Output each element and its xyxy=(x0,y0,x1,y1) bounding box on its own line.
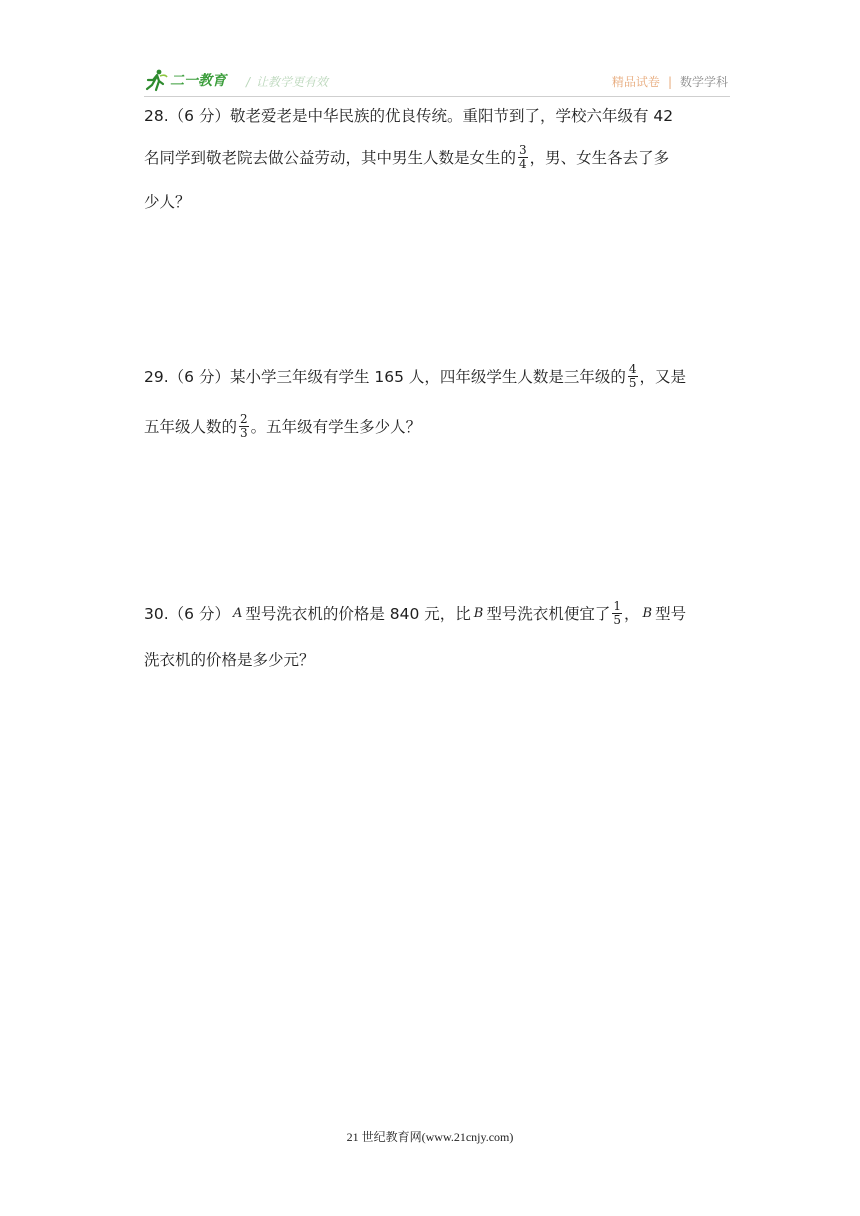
question-text: 型号 xyxy=(655,605,687,623)
question-line: 洗衣机的价格是多少元？ xyxy=(144,651,315,669)
question-line: 28.（6 分）敬老爱老是中华民族的优良传统。重阳节到了，学校六年级有 42 xyxy=(144,107,674,125)
variable: B xyxy=(473,605,484,621)
variable: A xyxy=(232,605,243,621)
fraction-denominator: 3 xyxy=(240,425,248,440)
page-footer: 21 世纪教育网(www.21cnjy.com) xyxy=(346,1130,514,1144)
question-line xyxy=(144,598,686,628)
logo xyxy=(144,66,226,94)
header-label-subject: 数学学科 xyxy=(679,75,728,89)
question-text: 30.（6 分） xyxy=(144,605,230,623)
fraction-numerator: 4 xyxy=(628,361,637,376)
question-line xyxy=(144,142,669,172)
question-line xyxy=(144,361,686,391)
question-text: ，又是 xyxy=(639,368,687,386)
question-line xyxy=(144,411,421,441)
question-text: ， xyxy=(624,605,640,623)
header-subject xyxy=(612,73,728,90)
question-text: 型号洗衣机便宜了 xyxy=(486,605,611,623)
fraction-denominator: 4 xyxy=(519,156,527,171)
fraction-denominator: 5 xyxy=(613,612,622,627)
question-text: 型号洗衣机的价格是 840 元，比 xyxy=(245,605,471,623)
fraction-denominator: 5 xyxy=(628,375,637,390)
question-text: ，男、女生各去了多 xyxy=(529,149,670,167)
header-separator: | xyxy=(667,74,672,89)
slogan xyxy=(246,73,328,90)
fraction xyxy=(518,144,528,171)
question-text: 五年级人数的 xyxy=(144,418,238,436)
logo-text: 二一教育 xyxy=(170,73,226,89)
question-text: 29.（6 分）某小学三年级有学生 165 人，四年级学生人数是三年级的 xyxy=(144,368,626,386)
question-text: 名同学到敬老院去做公益劳动，其中男生人数是女生的 xyxy=(144,149,517,167)
fraction-numerator: 1 xyxy=(613,598,622,613)
variable: B xyxy=(642,605,653,621)
slogan-slash: / xyxy=(246,75,251,89)
fraction xyxy=(239,413,249,440)
question-text: 。五年级有学生多少人？ xyxy=(250,418,422,436)
fraction xyxy=(628,363,638,390)
question-line: 少人？ xyxy=(144,193,191,211)
header-label-quality: 精品试卷 xyxy=(611,75,660,89)
fraction xyxy=(612,600,622,627)
running-figure-icon xyxy=(144,68,168,92)
slogan-text: 让教学更有效 xyxy=(256,75,329,89)
fraction-numerator: 3 xyxy=(519,142,527,157)
page-header xyxy=(144,66,730,97)
fraction-numerator: 2 xyxy=(240,411,248,426)
